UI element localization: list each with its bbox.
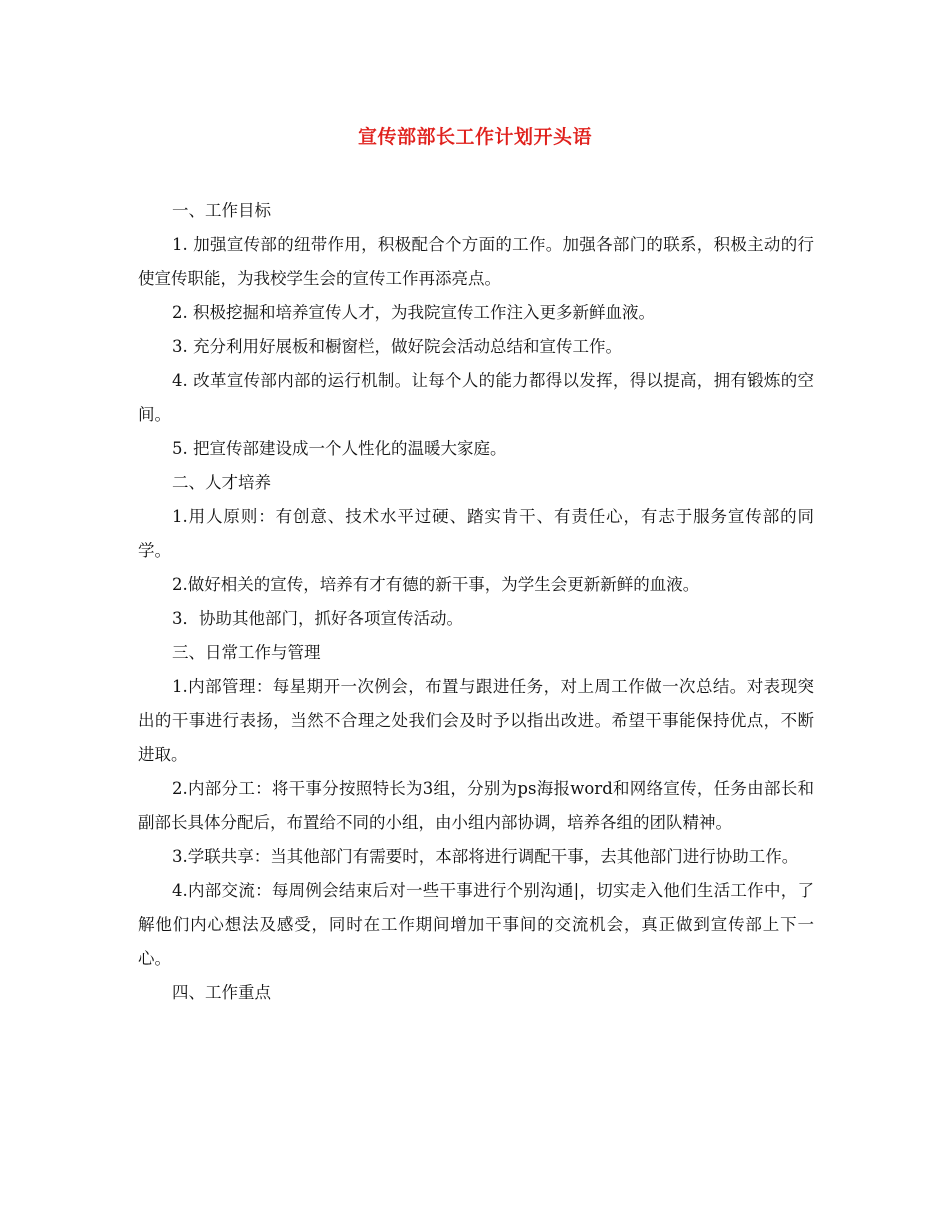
section-heading: 一、工作目标 <box>172 201 271 220</box>
body-paragraph: 2. 积极挖掘和培养宣传人才，为我院宣传工作注入更多新鲜血液。 <box>172 303 655 322</box>
section-heading: 四、工作重点 <box>172 983 271 1002</box>
section-heading: 三、日常工作与管理 <box>172 643 321 662</box>
body-paragraph: 2.内部分工：将干事分按照特长为3组，分别为ps海报word和网络宣传，任务由部长和副部长具体分配后，布置给不同的小组，由小组内部协调，培养各组的团队精神。 <box>138 779 814 832</box>
body-paragraph: 4.内部交流：每周例会结束后对一些干事进行个别沟通|，切实走入他们生活工作中，了解他们内心想法及感受，同时在工作期间增加干事间的交流机会，真正做到宣传部上下一心。 <box>138 881 814 968</box>
body-paragraph: 3.学联共享：当其他部门有需要时，本部将进行调配干事，去其他部门进行协助工作。 <box>172 847 799 866</box>
body-paragraph: 2.做好相关的宣传，培养有才有德的新干事，为学生会更新新鲜的血液。 <box>172 575 700 594</box>
body-paragraph: 5. 把宣传部建设成一个人性化的温暖大家庭。 <box>172 439 507 458</box>
body-paragraph: 1.内部管理：每星期开一次例会，布置与跟进任务，对上周工作做一次总结。对表现突出的干事进行表扬，当然不合理之处我们会及时予以指出改进。希望干事能保持优点，不断进取。 <box>138 677 814 764</box>
document-title: 宣传部部长工作计划开头语 <box>357 126 592 148</box>
body-paragraph: 1. 加强宣传部的纽带作用，积极配合个方面的工作。加强各部门的联系，积极主动的行使宣传职能，为我校学生会的宣传工作再添亮点。 <box>138 235 814 288</box>
body-paragraph: 3. 充分利用好展板和橱窗栏，做好院会活动总结和宣传工作。 <box>172 337 622 356</box>
body-paragraph: 1.用人原则：有创意、技术水平过硬、踏实肯干、有责任心，有志于服务宣传部的同学。 <box>138 507 814 560</box>
body-paragraph: 3．协助其他部门，抓好各项宣传活动。 <box>172 609 463 628</box>
body-paragraph: 4. 改革宣传部内部的运行机制。让每个人的能力都得以发挥，得以提高，拥有锻炼的空间。 <box>138 371 814 424</box>
document-body <box>138 194 814 1010</box>
section-heading: 二、人才培养 <box>172 473 271 492</box>
